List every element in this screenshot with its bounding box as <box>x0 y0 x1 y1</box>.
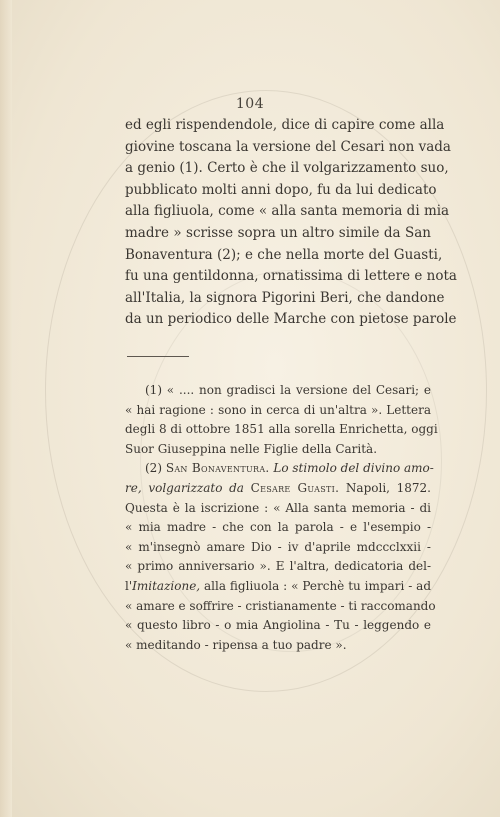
footnote-2-italic-title: Imitazione, <box>132 578 201 593</box>
footnote-2-line: « m'insegnò amare Dio - iv d'aprile mdccclxxii - <box>125 539 431 554</box>
footnote-2-line <box>125 577 431 597</box>
page-edge-shadow <box>0 0 12 817</box>
text-line: Bonaventura (2); e che nella morte del Guasti, <box>125 246 443 263</box>
footnote-1-line: Suor Giuseppina nelle Figlie della Carità. <box>125 441 378 456</box>
footnote-2-line: « amare e soffrire - cristianamente - ti raccomando <box>125 598 436 613</box>
footnotes <box>125 381 438 655</box>
footnote-2-place-year: Napoli, 1872. <box>345 480 431 495</box>
footnote-2-line: « mia madre - che con la parola - e l'esempio - <box>125 520 431 535</box>
footnote-2-line <box>125 479 431 499</box>
footnote-2-author: San Bonaventura. <box>165 461 270 476</box>
text-line: pubblicato molti anni dopo, fu da lui dedicato <box>125 181 437 198</box>
footnote-2-line: Questa è la iscrizione : « Alla santa memoria - di <box>125 500 431 515</box>
footnote-1-line: « hai ragione : sono in cerca di un'altra ». Lettera <box>125 402 431 417</box>
page-number: 104 <box>235 96 265 112</box>
text-line: madre » scrisse sopra un altro simile da San <box>125 224 431 241</box>
footnote-2-title: Lo stimolo del divino amo- <box>273 461 434 476</box>
text-line: da un periodico delle Marche con pietose parole <box>125 311 457 328</box>
footnote-2-marker: (2) <box>145 461 162 476</box>
footnote-1-line: degli 8 di ottobre 1851 alla sorella Enrichetta, oggi <box>125 422 438 437</box>
footnote-2-line: « primo anniversario ». E l'altra, dedicatoria del- <box>125 559 431 574</box>
footnote-2-title-cont: re, volgarizzato da <box>125 480 244 495</box>
footnote-2-line <box>125 459 434 479</box>
text-line: alla figliuola, come « alla santa memoria di mia <box>125 203 450 220</box>
text-line: a genio (1). Certo è che il volgarizzamento suo, <box>125 160 449 177</box>
footnote-2-text: l' <box>125 578 133 593</box>
text-line: all'Italia, la signora Pigorini Beri, che dandone <box>125 289 445 306</box>
footnote-separator <box>127 356 189 357</box>
footnote-2-line: « meditando - ripensa a tuo padre ». <box>125 637 347 652</box>
text-line: fu una gentildonna, ornatissima di lettere e nota <box>125 268 457 285</box>
main-text-block <box>125 115 457 331</box>
text-line: ed egli rispendendole, dice di capire come alla <box>125 117 445 133</box>
footnote-2-text: alla figliuola : « Perchè tu impari - ad <box>200 578 431 593</box>
footnote-2-translator: Cesare Guasti. <box>250 480 340 495</box>
footnote-1-line: (1) « .... non gradisci la versione del Cesari; e <box>145 383 431 397</box>
footnote-2-line: « questo libro - o mia Angiolina - Tu - leggendo e <box>125 618 431 633</box>
text-line: giovine toscana la versione del Cesari non vada <box>125 138 451 155</box>
